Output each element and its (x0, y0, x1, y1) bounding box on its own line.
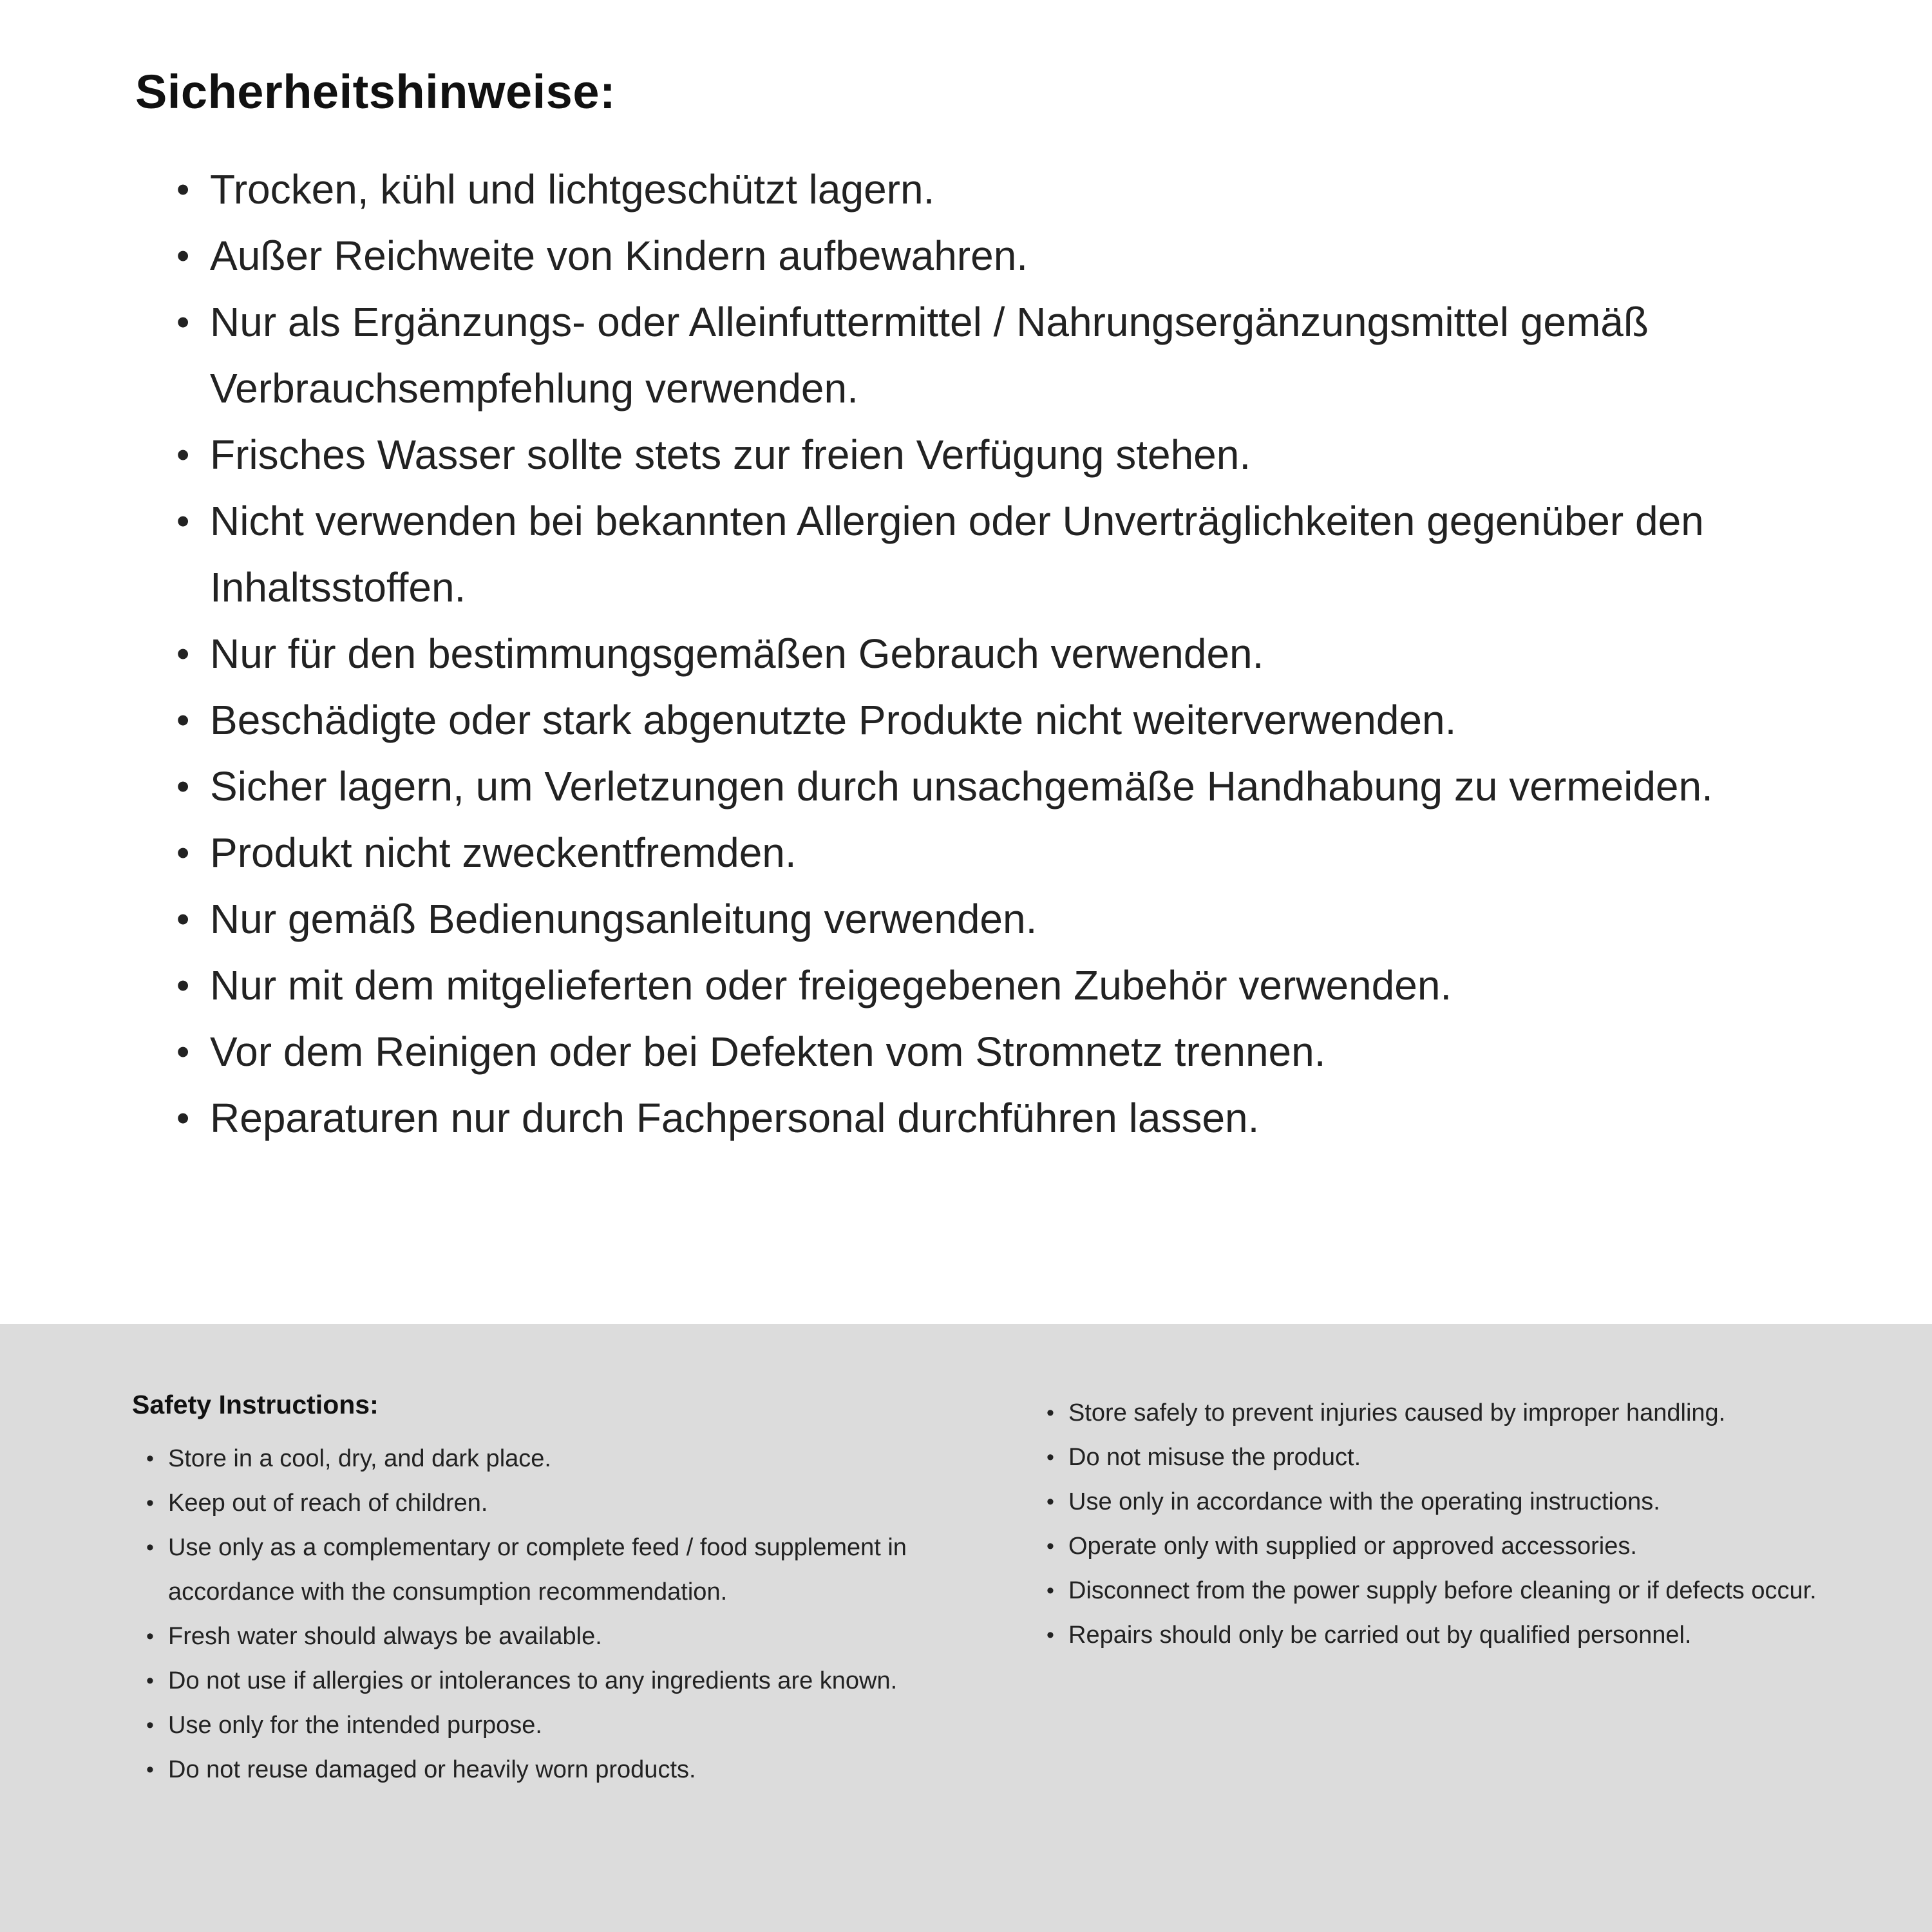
english-safety-section (0, 1324, 1932, 1932)
bullet-icon: • (176, 699, 190, 741)
bullet-text: Nur als Ergänzungs- oder Alleinfuttermittel / Nahrungsergänzungsmittel gemäß Verbrauchsempfehlung verwenden. (210, 299, 1649, 412)
list-item (146, 1615, 985, 1659)
bullet-text: Reparaturen nur durch Fachpersonal durchführen lassen. (210, 1095, 1260, 1141)
bullet-text: Keep out of reach of children. (168, 1490, 488, 1517)
bullet-text: Trocken, kühl und lichtgeschützt lagern. (210, 166, 935, 213)
bullet-text: Do not use if allergies or intolerances to any ingredients are known. (168, 1667, 898, 1694)
bullet-icon: • (176, 965, 190, 1007)
list-item (146, 1748, 985, 1792)
bullet-icon: • (176, 766, 190, 808)
bullet-text: Frisches Wasser sollte stets zur freien Verfügung stehen. (210, 431, 1251, 478)
bullet-text: Produkt nicht zweckentfremden. (210, 829, 797, 876)
english-right-column (1046, 1390, 1848, 1932)
bullet-icon: • (146, 1757, 154, 1782)
list-item (176, 488, 1825, 621)
bullet-icon: • (176, 1031, 190, 1073)
list-item (146, 1659, 985, 1703)
english-section-title: Safety Instructions: (132, 1390, 379, 1419)
list-item (176, 1085, 1825, 1151)
bullet-icon: • (146, 1446, 154, 1471)
list-item (176, 687, 1825, 753)
english-left-column (132, 1390, 985, 1932)
bullet-icon: • (146, 1535, 154, 1560)
german-section-title: Sicherheitshinweise: (135, 65, 616, 118)
list-item (1046, 1480, 1848, 1524)
list-item (146, 1437, 985, 1481)
bullet-icon: • (176, 832, 190, 874)
list-item (1046, 1391, 1848, 1435)
english-safety-list-left (146, 1437, 985, 1792)
list-item (176, 952, 1825, 1019)
list-item (1046, 1613, 1848, 1658)
bullet-text: Nur gemäß Bedienungsanleitung verwenden. (210, 896, 1037, 942)
bullet-icon: • (1046, 1623, 1054, 1647)
bullet-text: Außer Reichweite von Kindern aufbewahren. (210, 232, 1028, 279)
bullet-icon: • (176, 1097, 190, 1139)
bullet-icon: • (176, 500, 190, 542)
bullet-text: Use only as a complementary or complete feed / food supplement in accordance with the consumption recommendation. (168, 1534, 907, 1605)
bullet-icon: • (1046, 1490, 1054, 1514)
bullet-text: Do not reuse damaged or heavily worn products. (168, 1756, 696, 1783)
list-item (176, 753, 1825, 820)
list-item (1046, 1524, 1848, 1569)
bullet-icon: • (176, 434, 190, 476)
bullet-text: Store in a cool, dry, and dark place. (168, 1445, 551, 1472)
bullet-text: Fresh water should always be available. (168, 1623, 602, 1650)
bullet-text: Beschädigte oder stark abgenutzte Produkte nicht weiterverwenden. (210, 697, 1457, 743)
english-safety-list-right (1046, 1391, 1848, 1658)
list-item (1046, 1569, 1848, 1613)
bullet-icon: • (1046, 1401, 1054, 1425)
list-item (176, 1019, 1825, 1085)
bullet-icon: • (176, 169, 190, 211)
bullet-icon: • (1046, 1578, 1054, 1603)
bullet-icon: • (146, 1491, 154, 1515)
list-item (146, 1526, 985, 1615)
list-item (176, 621, 1825, 687)
bullet-text: Store safely to prevent injuries caused by improper handling. (1068, 1399, 1726, 1426)
bullet-text: Operate only with supplied or approved accessories. (1068, 1533, 1637, 1560)
bullet-icon: • (176, 633, 190, 675)
bullet-icon: • (176, 235, 190, 277)
bullet-text: Sicher lagern, um Verletzungen durch unsachgemäße Handhabung zu vermeiden. (210, 763, 1713, 810)
list-item (146, 1703, 985, 1748)
bullet-icon: • (146, 1624, 154, 1649)
list-item (176, 422, 1825, 488)
bullet-text: Nicht verwenden bei bekannten Allergien oder Unverträglichkeiten gegenüber den Inhaltsstoffen. (210, 498, 1704, 611)
bullet-icon: • (1046, 1534, 1054, 1558)
bullet-icon: • (176, 301, 190, 343)
bullet-text: Vor dem Reinigen oder bei Defekten vom Stromnetz trennen. (210, 1028, 1326, 1075)
list-item (176, 820, 1825, 886)
bullet-text: Repairs should only be carried out by qualified personnel. (1068, 1622, 1692, 1649)
bullet-text: Nur für den bestimmungsgemäßen Gebrauch verwenden. (210, 630, 1264, 677)
list-item (176, 289, 1825, 422)
bullet-icon: • (146, 1713, 154, 1738)
bullet-text: Disconnect from the power supply before cleaning or if defects occur. (1068, 1577, 1817, 1604)
bullet-text: Nur mit dem mitgelieferten oder freigegebenen Zubehör verwenden. (210, 962, 1452, 1009)
list-item (176, 223, 1825, 289)
list-item (176, 156, 1825, 223)
bullet-text: Use only in accordance with the operating instructions. (1068, 1488, 1660, 1515)
bullet-text: Do not misuse the product. (1068, 1444, 1361, 1471)
list-item (1046, 1435, 1848, 1480)
bullet-icon: • (176, 898, 190, 940)
bullet-icon: • (1046, 1445, 1054, 1470)
bullet-icon: • (146, 1669, 154, 1693)
list-item (146, 1481, 985, 1526)
list-item (176, 886, 1825, 952)
bullet-text: Use only for the intended purpose. (168, 1712, 542, 1739)
german-safety-list (176, 156, 1825, 1151)
